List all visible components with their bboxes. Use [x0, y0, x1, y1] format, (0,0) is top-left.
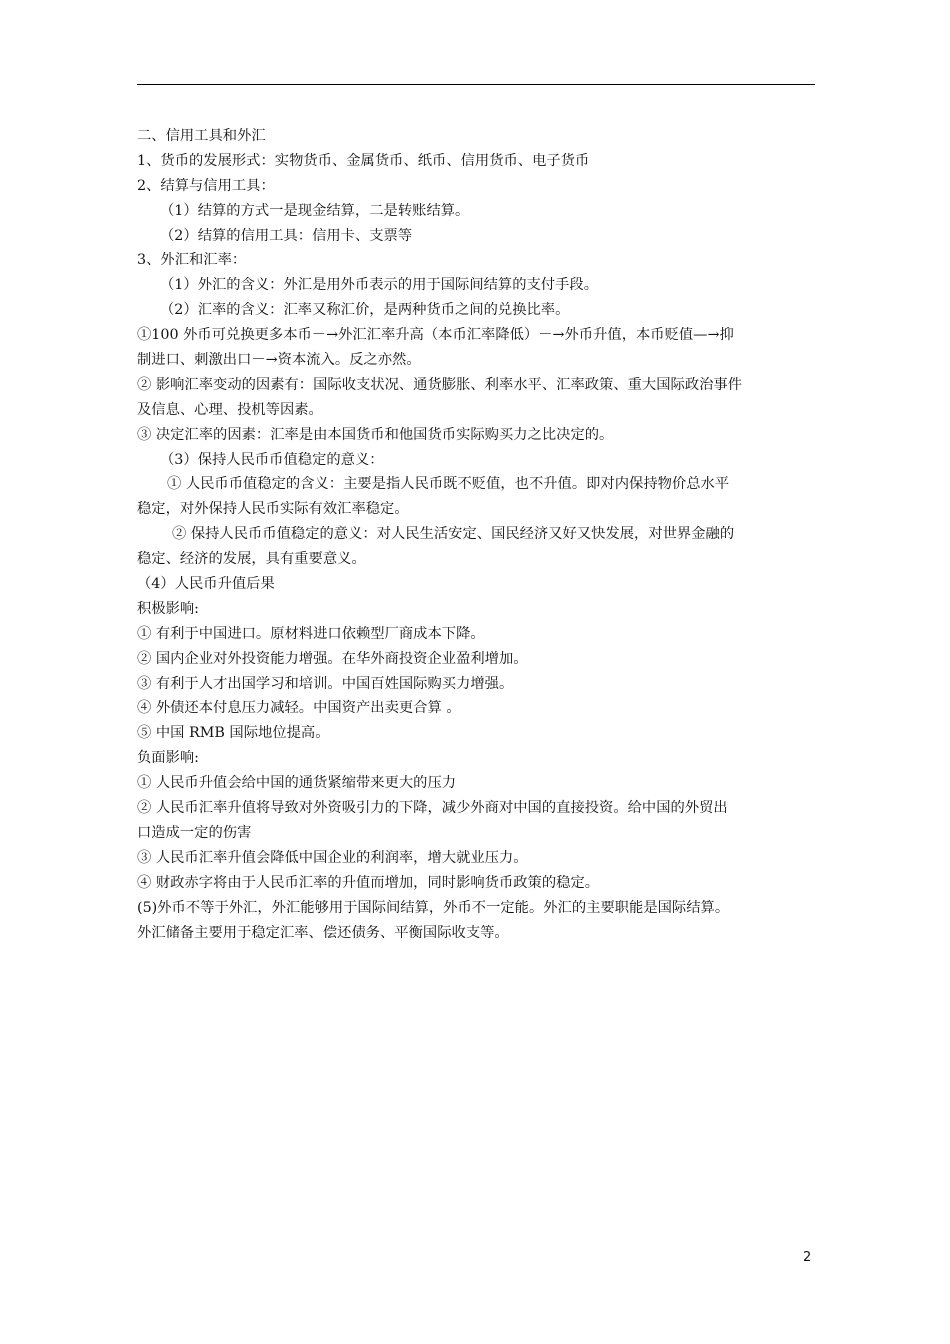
text-line: 2、结算与信用工具：	[137, 177, 275, 194]
text-line: 1、货币的发展形式：实物货币、金属货币、纸币、信用货币、电子货币	[137, 152, 590, 169]
text-line: ④ 外债还本付息压力减轻。中国资产出卖更合算 。	[137, 700, 461, 717]
text-line: 稳定，对外保持人民币实际有效汇率稳定。	[137, 501, 409, 518]
text-line: 积极影响:	[137, 600, 200, 617]
text-line: 稳定、经济的发展，具有重要意义。	[137, 551, 366, 568]
text-line: ① 人民币升值会给中国的通货紧缩带来更大的压力	[137, 775, 457, 792]
text-line: ② 影响汇率变动的因素有：国际收支状况、通货膨胀、利率水平、汇率政策、重大国际政治事件	[137, 376, 743, 393]
text-line: ① 人民币币值稳定的含义：主要是指人民币既不贬值，也不升值。即对内保持物价总水平	[167, 476, 730, 493]
text-line: ② 国内企业对外投资能力增强。在华外商投资企业盈利增加。	[137, 650, 528, 667]
text-line: （1）外汇的含义：外汇是用外币表示的用于国际间结算的支付手段。	[160, 277, 598, 294]
text-line: （4）人民币升值后果	[137, 576, 275, 593]
text-line: 制进口、刺激出口－→资本流入。反之亦然。	[137, 352, 421, 369]
text-line: ③ 有利于人才出国学习和培训。中国百姓国际购买力增强。	[137, 675, 514, 692]
text-line: ④ 财政赤字将由于人民币汇率的升值而增加，同时影响货币政策的稳定。	[137, 874, 600, 891]
text-line: ① 有利于中国进口。原材料进口依赖型厂商成本下降。	[137, 625, 485, 642]
text-line: （1）结算的方式一是现金结算，二是转账结算。	[160, 202, 470, 219]
text-line: ② 保持人民币币值稳定的意义：对人民生活安定、国民经济又好又快发展，对世界金融的	[172, 526, 735, 543]
text-line: 3、外汇和汇率：	[137, 252, 247, 269]
page-number: 2	[803, 1250, 812, 1265]
text-line: 负面影响:	[137, 750, 200, 767]
text-line: 及信息、心理、投机等因素。	[137, 401, 323, 418]
text-line: 外汇储备主要用于稳定汇率、偿还债务、平衡国际收支等。	[137, 924, 509, 941]
text-line: （2）汇率的含义：汇率又称汇价，是两种货币之间的兑换比率。	[160, 302, 570, 319]
document-body	[137, 124, 827, 945]
text-line: (5)外币不等于外汇，外汇能够用于国际间结算，外币不一定能。外汇的主要职能是国际结算。	[137, 899, 730, 916]
text-line: （3）保持人民币币值稳定的意义：	[160, 451, 384, 468]
header-rule	[137, 84, 815, 85]
text-line: ③ 决定汇率的因素：汇率是由本国货币和他国货币实际购买力之比决定的。	[137, 426, 614, 443]
text-line: （2）结算的信用工具：信用卡、支票等	[160, 227, 413, 244]
text-line: 二、信用工具和外汇	[137, 128, 266, 144]
text-line: ①100 外币可兑换更多本币－→外汇汇率升高（本币汇率降低）－→外币升值，本币贬值—→抑	[137, 327, 734, 344]
text-line: ⑤ 中国 RMB 国际地位提高。	[137, 725, 330, 742]
text-line: 口造成一定的伤害	[137, 824, 252, 841]
text-line: ③ 人民币汇率升值会降低中国企业的利润率，增大就业压力。	[137, 849, 528, 866]
text-line: ② 人民币汇率升值将导致对外资吸引力的下降，减少外商对中国的直接投资。给中国的外贸出	[137, 800, 728, 817]
